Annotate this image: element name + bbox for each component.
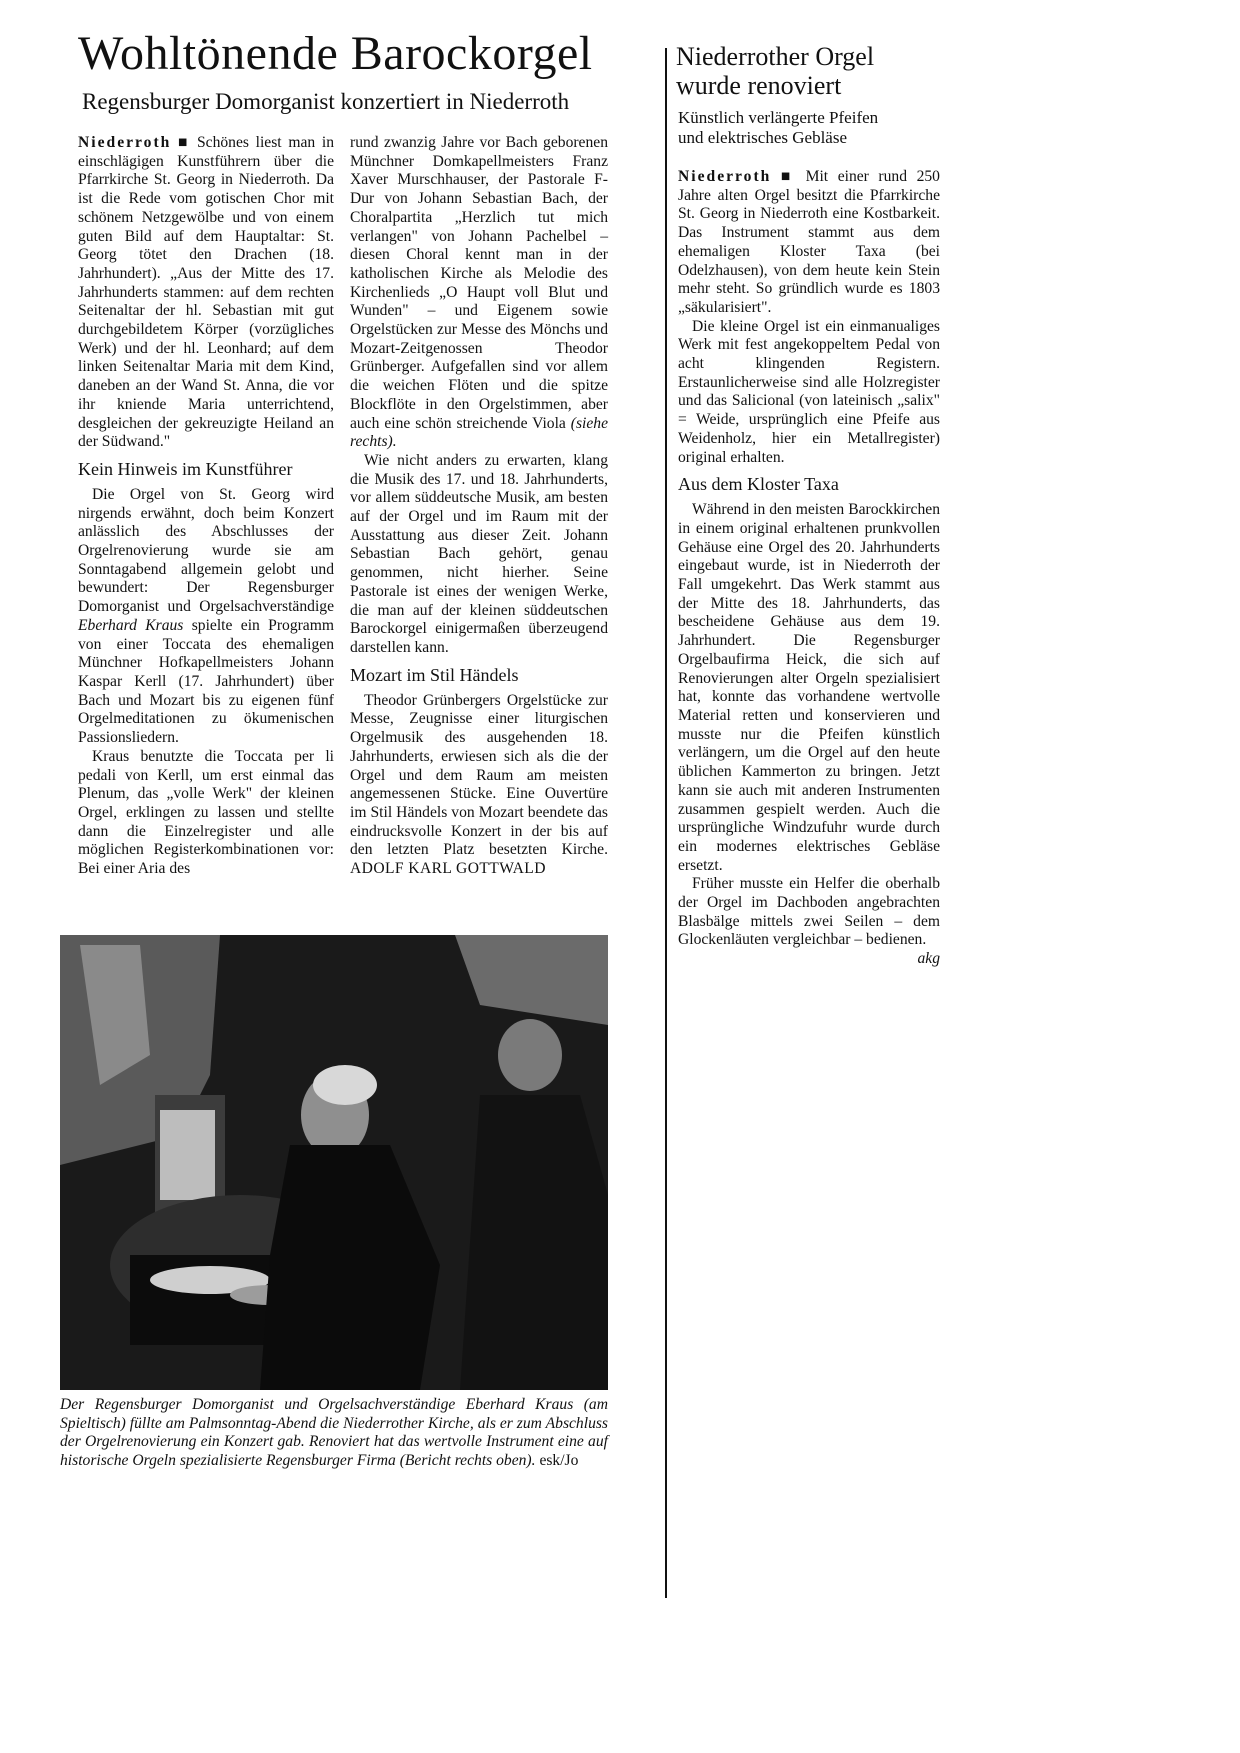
paragraph-2 [78, 486, 334, 748]
column-divider [665, 48, 667, 1598]
cross-reference: (siehe rechts). [350, 414, 608, 451]
person-name: Eberhard Kraus [78, 616, 184, 634]
headline-right-line-1: Niederrother Orgel [676, 42, 875, 71]
paragraph-1 [78, 134, 334, 452]
article-column-2 [350, 134, 608, 879]
paragraph-text: Schönes liest man in einschlägigen Kunstführern über die Pfarrkirche St. Georg in Niederroth. Da ist die Rede vom gotischen Chor mit schönem Netzgewölbe und von einem guten Bild auf dem Hauptaltar: St. Georg tötet den Drachen (18. Jahrhundert). „Aus der Mitte des 17. Jahrhunderts stammen: auf dem rechten Seitenaltar der hl. Sebastian mit gut durchgebildetem Körper (vorzügliches Werk) und der hl. Leonhard; auf dem linken Seitenaltar Maria mit dem Kind, daneben an der Wand St. Anna, die vor ihr kniende Maria unterrichtend, desgleichen der gekreuzigte Heiland an der Südwand." [78, 134, 334, 451]
article-column-1 [78, 134, 334, 879]
paragraph-3: Kraus benutzte die Toccata per li pedali von Kerll, um erst einmal das Plenum, das „volle Werk" der kleinen Orgel, erklingen zu lassen und stellte dann die Einzelregister und alle möglichen Registerkombinationen vor: Bei einer Aria des [78, 747, 334, 878]
article-column-right [678, 168, 940, 969]
subheadline-right [678, 108, 878, 148]
paragraph-text: Mit einer rund 250 Jahre alten Orgel besitzt die Pfarrkirche St. Georg in Niederroth eine Kostbarkeit. Das Instrument stammt aus dem ehemaligen Kloster Taxa (bei Odelzhausen), von dem heute kein Stein mehr steht. So gründlich wurde es 1803 „säkularisiert". [678, 168, 940, 316]
paragraph-6 [350, 692, 608, 879]
paragraph-right-1 [678, 168, 940, 318]
caption-text: Der Regensburger Domorganist und Orgelsachverständige Eberhard Kraus (am Spieltisch) füllte am Palmsonntag-Abend die Niederrother Kirche, als er zum Abschluss der Orgelrenovierung ein Konzert gab. Renoviert hat das wertvolle Instrument eine auf historische Orgeln spezialisierte Regensburger Firma (Bericht rechts oben). [60, 1396, 608, 1470]
subhead-kein-hinweis: Kein Hinweis im Kunstführer [78, 458, 293, 479]
paragraph-text: rund zwanzig Jahre vor Bach geborenen Münchner Domkapellmeisters Franz Xaver Murschhauser, der Pastorale F-Dur von Johann Sebastian Bach, der Choralpartita „Herzlich tut mich verlangen" von Johann Pachelbel – diesen Choral kennt man in der katholischen Kirche als Melodie des Kirchenlieds „O Haupt voll Blut und Wunden" – und Eigenem sowie Orgelstücken zur Messe des Mönchs und Mozart-Zeitgenossen Theodor Grünberger. Aufgefallen sind vor allem die weichen Flöten und die spitze Blockflöte in den Orgelstimmen, aber auch eine schön streichende Viola [350, 134, 608, 432]
subheadline-left: Regensburger Domorganist konzertiert in Niederroth [82, 89, 570, 114]
author-byline: ADOLF KARL GOTTWALD [350, 860, 546, 878]
paragraph-text: Die Orgel von St. Georg wird nirgends erwähnt, doch beim Konzert anlässlich des Abschlusses der Orgelrenovierung wurde sie am Sonntagabend allgemein gelobt und bewundert: Der Regensburger Domorganist und Orgelsachverständige [78, 485, 334, 616]
paragraph-right-2: Die kleine Orgel ist ein einmanualiges Werk mit fest angekoppeltem Pedal von acht klingenden Registern. Erstaunlicherweise sind alle Holzregister und das Salicional (von lateinisch „salix" = Weide, ursprünglich eine Pfeife aus Weidenholz, hier ein Metallregister) original erhalten. [678, 317, 940, 466]
photo-credit: esk/Jo [539, 1452, 579, 1470]
subheadline-right-line-1: Künstlich verlängerte Pfeifen [678, 108, 879, 127]
concert-photo [60, 935, 608, 1390]
organist-photo-image [60, 935, 608, 1390]
paragraph-4 [350, 134, 608, 452]
headline-right-line-2: wurde renoviert [676, 71, 842, 100]
headline-left: Wohltönende Barockorgel [78, 27, 593, 80]
dateline: Niederroth [78, 134, 172, 151]
dateline-bullet-icon: ■ [178, 134, 191, 151]
paragraph-5: Wie nicht anders zu erwarten, klang die Musik des 17. und 18. Jahrhunderts, vor allem süddeutsche Musik, am besten auf der Orgel und im Raum mit der Ausstattung aus dieser Zeit. Johann Sebastian Bach gehört, genau genommen, nicht hierher. Seine Pastorale ist eines der wenigen Werke, die man auf der kleinen süddeutschen Barockorgel einigermaßen überzeugend darstellen kann. [350, 451, 608, 656]
headline-right [676, 42, 874, 100]
paragraph-right-3: Während in den meisten Barockkirchen in einem original erhaltenen prunkvollen Gehäuse eine Orgel des 20. Jahrhunderts eingebaut wurde, ist in Niederroth der Fall umgekehrt. Das Werk stammt aus der Mitte des 18. Jahrhunderts, das bescheidene Gehäuse aus dem 19. Jahrhundert. Die Regensburger Orgelbaufirma Heick, die sich auf Renovierungen alter Orgeln spezialisiert hat, konnte das vorhandene wertvolle Material retten und konservieren und musste nur die Pfeifen künstlich verlängern, um die Orgel auf den heute üblichen Kammerton zu bringen. Jetzt kann sie auch mit anderen Instrumenten zusammen gespielt werden. Auch die ursprüngliche Windzufuhr wurde durch ein modernes elektrisches Gebläse ersetzt. [678, 501, 940, 874]
paragraph-text: Theodor Grünbergers Orgelstücke zur Messe, Zeugnisse einer liturgischen Orgelmusik des ausgehenden 18. Jahrhunderts, erwiesen sich als die der Orgel und dem Raum am meisten angemessenen Stücke. Eine Ouvertüre im Stil Händels von Mozart beendete das eindrucksvolle Konzert in der bis auf den letzten Platz besetzten Kirche. [350, 691, 608, 859]
paragraph-right-4 [678, 875, 940, 968]
subheadline-right-line-2: und elektrisches Gebläse [678, 128, 847, 147]
subhead-mozart: Mozart im Stil Händels [350, 664, 519, 685]
subhead-kloster-taxa: Aus dem Kloster Taxa [678, 474, 839, 495]
paragraph-text: Früher musste ein Helfer die oberhalb der Orgel im Dachboden angebrachten Blasbälge mittels zwei Seilen – dem Glockenläuten vergleichbar – bedienen. [678, 875, 940, 949]
photo-caption [60, 1396, 608, 1471]
dateline-right: Niederroth [678, 168, 772, 185]
paragraph-text: spielte ein Programm von einer Toccata des ehemaligen Münchner Hofkapellmeisters Johann Kaspar Kerll (17. Jahrhundert) über Bach und Mozart bis zu eigenen fünf Orgelmeditationen zu ökumenischen Passionsliedern. [78, 616, 334, 747]
author-byline-right: akg [917, 950, 940, 968]
dateline-bullet-icon: ■ [780, 168, 797, 185]
